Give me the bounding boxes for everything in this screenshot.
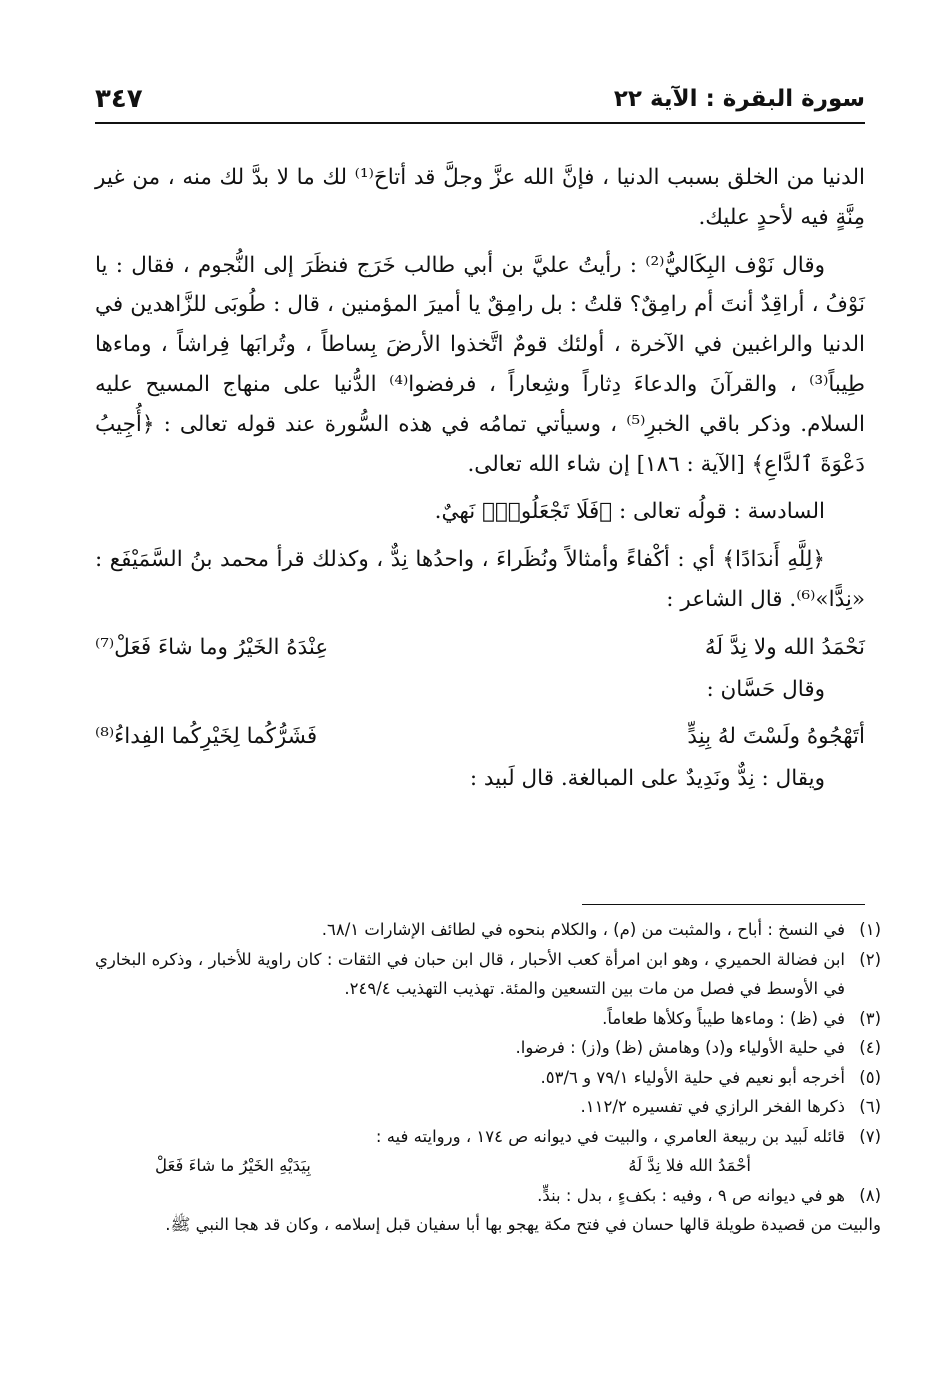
footnote-text: في (ظ) : وماءها طيباً وكلأها طعاماً. bbox=[602, 1008, 845, 1028]
page-header bbox=[95, 82, 865, 124]
footnote-text: في النسخ : أباح ، والمثبت من (م) ، والكلام بنحوه في لطائف الإشارات ٦٨/١. bbox=[321, 920, 845, 939]
footnote-number: (٧) bbox=[859, 1126, 881, 1146]
footnote-text: أخرجه أبو نعيم في حلية الأولياء ٧٩/١ و ٥٣/٦. bbox=[540, 1067, 845, 1087]
last-line: ويقال : نِدٌّ ونَدِيدٌ على المبالغة. قال لَبيد : bbox=[469, 766, 825, 792]
paragraph-2: وقال نَوْف البِكَاليُّ⁽²⁾ : رأيتُ عليَّ بن أبي طالب خَرَج فنظَرَ إلى النُّجوم ، فقال : يا نَوْفُ ، أراقِدٌ أنتَ أم رامِقٌ؟ قلتُ : بل رامِقٌ يا أميرَ المؤمنين ، قال : طُوبَى للزَّاهدين في الدنيا والراغبين في الآخرة ، أولئك قومٌ اتَّخذوا الأرضَ بِساطاً ، وتُرابَها فِراشاً ، وماءها طِيباً⁽³⁾ ، والقرآنَ والدعاءَ دِثاراً وشِعاراً ، فرفضوا⁽⁴⁾ الدُّنيا على منهاج المسيح عليه السلام. وذكر باقي الخبرِ⁽⁵⁾ ، وسيأتي تمامُه في هذه السُّورة عند قوله تعالى : ﴿أُجِيبُ دَعْوَةَ ٱلدَّاعِ﴾ [الآية : ١٨٦] إن شاء الله تعالى. bbox=[95, 252, 865, 477]
paragraph-1: الدنيا من الخلق بسبب الدنيا ، فإنَّ الله عزَّ وجلَّ قد أتاحَ⁽¹⁾ لك ما لا بدَّ لك منه ، من غير مِنَّةٍ فيه لأحدٍ عليك. bbox=[95, 165, 865, 230]
footnote-number: (١) bbox=[859, 920, 881, 939]
main-text bbox=[95, 158, 865, 807]
poem1-right-hemistich: نَحْمَدُ الله ولا نِدَّ لَهُ bbox=[704, 634, 865, 660]
footnote bbox=[95, 1181, 881, 1211]
poem2-right-hemistich: أتَهْجُوهُ ولَسْتَ لهُ بِنِدٍّ bbox=[687, 724, 865, 750]
footnote-text: ابن فضالة الحميري ، وهو ابن امرأة كعب الأحبار ، قال ابن حبان في الثقات : كان راوية للأخبار ، وذكره البخاري في الأوسط في فصل من مات بين التسعين والمئة. تهذيب التهذيب ٢٤٩/٤. bbox=[95, 949, 845, 998]
footnote-number: (٦) bbox=[859, 1097, 881, 1116]
header-title: سورة البقرة : الآية ٢٢ bbox=[613, 86, 865, 112]
footnote bbox=[95, 915, 881, 945]
footnote-number: (٥) bbox=[859, 1067, 881, 1087]
footnote bbox=[95, 945, 881, 1004]
page-number: ٣٤٧ bbox=[95, 84, 143, 114]
footnote-poem-right: أحْمَدُ الله فلا نِدَّ لَهُ bbox=[628, 1156, 751, 1175]
said-hassan: وقال حَسَّان : bbox=[706, 676, 825, 702]
poem2-left-hemistich: فَشَرُّكُما لِخَيْرِكُما الفِداءُ⁽⁸⁾ bbox=[95, 724, 318, 750]
footnote bbox=[95, 1092, 881, 1122]
footnote bbox=[95, 1063, 881, 1093]
footnote-separator bbox=[582, 904, 865, 905]
footnote-number: (٢) bbox=[859, 949, 881, 969]
paragraph-4: ﴿لِلَّهِ أَندَادًا﴾ أي : أكْفاءً وأمثالاً ونُظَراءَ ، واحدُها نِدٌّ ، وكذلك قرأ محمد بنُ السَّمَيْفَع : «نِدًّا»⁽⁶⁾. قال الشاعر : bbox=[95, 547, 865, 612]
poem-verse-1 bbox=[95, 628, 865, 668]
paragraph-3: السادسة : قولُه تعالى : ﴿فَلَا تَجْعَلُوا۟﴾ نَهيٌ. bbox=[434, 499, 825, 525]
poem-verse-2 bbox=[95, 717, 865, 757]
footnote-poem bbox=[95, 1151, 881, 1181]
footnote-text: هو في ديوانه ص ٩ ، وفيه : بكفءٍ ، بدل : بندٍّ. bbox=[537, 1185, 845, 1205]
footnote bbox=[95, 1122, 881, 1152]
footnote-text: ذكرها الفخر الرازي في تفسيره ١١٢/٢. bbox=[580, 1097, 845, 1116]
footnote-text: في حلية الأولياء و(د) وهامش (ظ) و(ز) : فرضوا. bbox=[515, 1038, 845, 1057]
footnotes bbox=[95, 915, 881, 1240]
footnote-number: (٨) bbox=[859, 1185, 881, 1205]
footnote bbox=[95, 1004, 881, 1034]
footnote-poem-left: بِيَدَيْهِ الخَيْرُ ما شاءَ فَعَلْ bbox=[155, 1156, 311, 1175]
footnote-number: (٣) bbox=[859, 1008, 881, 1028]
footnote-number: (٤) bbox=[859, 1038, 881, 1057]
footnote-continuation: والبيت من قصيدة طويلة قالها حسان في فتح مكة يهجو بها أبا سفيان قبل إسلامه ، وكان قد هجا النبي ﷺ. bbox=[165, 1215, 881, 1234]
poem1-left-hemistich: عِنْدَهُ الخَيْرُ وما شاءَ فَعَلْ⁽⁷⁾ bbox=[95, 634, 329, 660]
footnote bbox=[95, 1033, 881, 1063]
footnote-text: قائله لَبيد بن ربيعة العامري ، والبيت في ديوانه ص ١٧٤ ، وروايته فيه : bbox=[375, 1126, 845, 1146]
